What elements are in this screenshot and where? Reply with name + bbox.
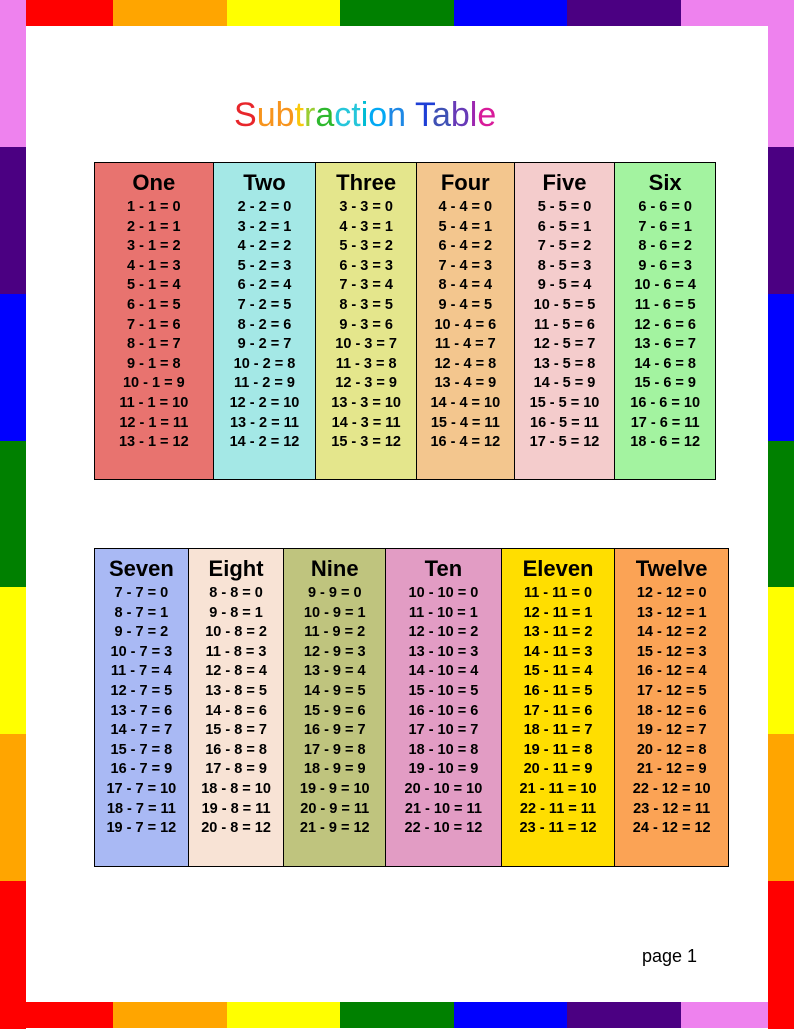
title-letter: e <box>477 96 497 134</box>
equation: 4 - 1 = 3 <box>127 257 181 274</box>
equation: 20 - 10 = 10 <box>404 780 483 797</box>
equation: 18 - 8 = 10 <box>201 780 271 797</box>
title-letter: t <box>294 96 304 134</box>
equation: 11 - 1 = 10 <box>119 394 189 411</box>
equation: 12 - 5 = 7 <box>533 336 596 353</box>
equation: 12 - 12 = 0 <box>636 585 707 601</box>
equation: 10 - 9 = 1 <box>303 604 366 621</box>
equation: 13 - 11 = 2 <box>523 624 593 641</box>
equation: 8 - 3 = 5 <box>339 296 393 313</box>
border-segment <box>768 441 794 589</box>
column-three <box>316 163 417 479</box>
equation: 11 - 3 = 8 <box>335 355 397 372</box>
equation: 14 - 5 = 9 <box>533 375 596 392</box>
equation: 13 - 2 = 11 <box>229 414 299 431</box>
title-letter: b <box>275 96 295 134</box>
equation: 17 - 8 = 9 <box>205 761 267 778</box>
border-segment <box>567 0 682 26</box>
column-one <box>95 163 214 479</box>
equation: 7 - 6 = 1 <box>638 218 692 235</box>
equation-list <box>405 584 483 839</box>
equation: 16 - 7 = 9 <box>110 761 173 778</box>
column-nine <box>284 549 386 866</box>
column-two <box>214 163 317 479</box>
equation: 5 - 4 = 1 <box>438 218 493 235</box>
title-letter <box>406 96 415 134</box>
equation: 9 - 3 = 6 <box>339 316 393 333</box>
equation: 21 - 10 = 11 <box>404 800 482 817</box>
equation: 17 - 7 = 10 <box>106 780 177 797</box>
equation: 11 - 2 = 9 <box>234 375 295 392</box>
column-header: Four <box>440 170 490 195</box>
equation: 6 - 3 = 3 <box>339 257 393 274</box>
equation: 8 - 4 = 4 <box>438 277 493 294</box>
border-segment <box>0 881 26 1029</box>
column-header: Twelve <box>635 556 708 581</box>
equation: 10 - 2 = 8 <box>233 355 296 372</box>
column-ten <box>386 549 502 866</box>
equation: 18 - 9 = 9 <box>303 761 366 778</box>
equation: 20 - 11 = 9 <box>523 761 593 778</box>
border-segment <box>227 1002 342 1028</box>
equation: 14 - 11 = 3 <box>523 643 593 660</box>
equation: 12 - 4 = 8 <box>434 355 497 372</box>
equation: 9 - 2 = 7 <box>237 336 292 353</box>
equation-list <box>430 198 500 453</box>
equation-list <box>201 584 271 839</box>
equation: 14 - 6 = 8 <box>634 355 696 372</box>
column-header: Nine <box>310 556 359 581</box>
equation: 16 - 12 = 4 <box>636 663 707 680</box>
equation: 9 - 5 = 4 <box>537 277 592 294</box>
equation: 11 - 11 = 0 <box>523 585 593 601</box>
column-header: Three <box>336 170 397 195</box>
column-header: Seven <box>108 556 174 581</box>
equation-list <box>630 198 700 453</box>
equation: 21 - 9 = 12 <box>299 820 370 837</box>
page-title <box>234 96 534 134</box>
equation: 13 - 4 = 9 <box>434 375 497 392</box>
column-eleven <box>502 549 616 866</box>
equation: 5 - 1 = 4 <box>127 277 181 294</box>
title-letter: c <box>334 96 352 134</box>
title-letter: a <box>431 96 451 134</box>
equation: 20 - 12 = 8 <box>636 741 707 758</box>
equation: 10 - 10 = 0 <box>408 585 479 601</box>
border-segment <box>567 1002 682 1028</box>
border-segment <box>768 294 794 442</box>
equation-list <box>331 198 401 453</box>
equation: 4 - 3 = 1 <box>339 218 393 235</box>
equation: 8 - 7 = 1 <box>114 604 169 621</box>
equation: 5 - 2 = 3 <box>237 257 292 274</box>
border-segment <box>0 294 26 442</box>
equation: 16 - 5 = 11 <box>530 414 599 431</box>
equation: 15 - 6 = 9 <box>634 375 696 392</box>
equation: 3 - 3 = 0 <box>339 199 393 215</box>
equation: 23 - 11 = 12 <box>519 820 597 837</box>
equation: 10 - 7 = 3 <box>110 643 173 660</box>
equation: 15 - 12 = 3 <box>636 643 707 660</box>
equation: 17 - 9 = 8 <box>303 741 366 758</box>
equation: 10 - 6 = 4 <box>634 277 696 294</box>
equation-list <box>530 198 600 453</box>
equation: 9 - 9 = 0 <box>307 585 362 601</box>
equation: 9 - 6 = 3 <box>638 257 692 274</box>
equation: 18 - 6 = 12 <box>630 434 701 451</box>
equation: 13 - 1 = 12 <box>118 434 189 451</box>
equation: 11 - 9 = 2 <box>304 624 366 641</box>
equation: 12 - 7 = 5 <box>110 682 173 699</box>
equation-list <box>106 584 176 839</box>
equation: 11 - 5 = 6 <box>534 316 595 333</box>
equation-list <box>230 198 300 453</box>
equation: 17 - 5 = 12 <box>529 434 600 451</box>
border-segment <box>340 0 455 26</box>
equation: 11 - 10 = 1 <box>408 604 478 621</box>
equation: 17 - 10 = 7 <box>408 722 479 739</box>
equation: 14 - 10 = 4 <box>408 663 479 680</box>
border-segment <box>0 441 26 589</box>
column-four <box>417 163 515 479</box>
equation: 19 - 12 = 7 <box>636 722 707 739</box>
equation: 12 - 8 = 4 <box>205 663 267 680</box>
equation: 14 - 4 = 10 <box>430 394 501 411</box>
equation: 1 - 1 = 0 <box>127 199 181 215</box>
equation: 3 - 1 = 2 <box>127 238 181 255</box>
equation: 8 - 6 = 2 <box>638 238 692 255</box>
equation: 15 - 11 = 4 <box>523 663 593 680</box>
equation: 16 - 4 = 12 <box>430 434 501 451</box>
equation: 9 - 4 = 5 <box>438 296 493 313</box>
title-letter: l <box>469 96 478 134</box>
equation: 19 - 10 = 9 <box>408 761 479 778</box>
title-letter: T <box>414 96 432 134</box>
equation: 13 - 10 = 3 <box>408 643 479 660</box>
equation: 14 - 2 = 12 <box>229 434 300 451</box>
border-segment <box>454 0 569 26</box>
equation: 5 - 3 = 2 <box>339 238 393 255</box>
equation: 9 - 1 = 8 <box>127 355 181 372</box>
equation: 10 - 5 = 5 <box>533 296 596 313</box>
title-letter: a <box>315 96 335 134</box>
equation: 7 - 4 = 3 <box>438 257 493 274</box>
title-letter: t <box>351 96 361 134</box>
equation: 10 - 8 = 2 <box>205 624 267 641</box>
equation: 15 - 8 = 7 <box>205 722 267 739</box>
title-letter: n <box>387 96 407 134</box>
equation: 8 - 5 = 3 <box>537 257 592 274</box>
column-header: Eleven <box>522 556 594 581</box>
border-segment <box>0 0 26 148</box>
equation: 15 - 9 = 6 <box>303 702 366 719</box>
border-segment <box>113 1002 228 1028</box>
equation: 7 - 7 = 0 <box>114 585 169 601</box>
equation: 13 - 8 = 5 <box>205 682 267 699</box>
border-segment <box>768 587 794 735</box>
equation: 19 - 11 = 8 <box>523 741 593 758</box>
equation: 21 - 11 = 10 <box>519 780 597 797</box>
equation: 6 - 1 = 5 <box>127 296 181 313</box>
equation: 14 - 3 = 11 <box>331 414 401 431</box>
border-segment <box>454 1002 569 1028</box>
equation: 14 - 9 = 5 <box>303 682 366 699</box>
equation: 18 - 11 = 7 <box>523 722 593 739</box>
equation: 15 - 5 = 10 <box>529 394 600 411</box>
equation: 3 - 2 = 1 <box>237 218 292 235</box>
equation: 20 - 9 = 11 <box>300 800 370 817</box>
equation: 15 - 7 = 8 <box>110 741 173 758</box>
equation: 17 - 6 = 11 <box>630 414 700 431</box>
equation: 8 - 8 = 0 <box>209 585 263 601</box>
equation: 11 - 6 = 5 <box>634 296 696 313</box>
equation: 6 - 2 = 4 <box>237 277 292 294</box>
equation: 18 - 12 = 6 <box>636 702 707 719</box>
equation: 12 - 10 = 2 <box>408 624 479 641</box>
column-header: One <box>132 170 176 195</box>
subtraction-table-bottom <box>94 548 729 867</box>
equation: 15 - 3 = 12 <box>331 434 401 451</box>
column-eight <box>189 549 285 866</box>
title-letter: S <box>234 96 257 134</box>
equation: 22 - 10 = 12 <box>404 820 483 837</box>
equation: 20 - 8 = 12 <box>201 820 271 837</box>
equation: 13 - 9 = 4 <box>303 663 366 680</box>
equation: 23 - 12 = 11 <box>633 800 711 817</box>
border-segment <box>768 734 794 882</box>
equation: 19 - 9 = 10 <box>299 780 370 797</box>
title-letter: u <box>256 96 276 134</box>
equation: 7 - 1 = 6 <box>127 316 181 333</box>
column-header: Six <box>648 170 682 195</box>
equation: 2 - 2 = 0 <box>237 199 292 215</box>
equation: 15 - 10 = 5 <box>408 682 479 699</box>
border-segment <box>768 147 794 295</box>
equation: 13 - 6 = 7 <box>634 336 696 353</box>
equation: 6 - 6 = 0 <box>638 199 692 215</box>
border-segment <box>0 147 26 295</box>
equation: 19 - 7 = 12 <box>106 820 177 837</box>
equation: 16 - 6 = 10 <box>630 394 701 411</box>
equation-list <box>520 584 597 839</box>
page-number: page 1 <box>642 946 698 966</box>
equation: 15 - 4 = 11 <box>430 414 500 431</box>
equation: 14 - 8 = 6 <box>205 702 267 719</box>
equation: 13 - 5 = 8 <box>533 355 596 372</box>
equation: 10 - 3 = 7 <box>335 336 397 353</box>
equation: 12 - 2 = 10 <box>229 394 300 411</box>
equation: 2 - 1 = 1 <box>127 218 181 235</box>
column-header: Ten <box>424 556 463 581</box>
equation-list <box>300 584 370 839</box>
column-header: Eight <box>208 556 264 581</box>
subtraction-table-top <box>94 162 716 480</box>
equation: 13 - 3 = 10 <box>331 394 401 411</box>
equation: 7 - 2 = 5 <box>237 296 292 313</box>
border-segment <box>227 0 342 26</box>
equation: 18 - 7 = 11 <box>106 800 176 817</box>
equation: 19 - 8 = 11 <box>201 800 271 817</box>
equation: 5 - 5 = 0 <box>537 199 592 215</box>
border-segment <box>0 734 26 882</box>
equation: 4 - 4 = 0 <box>438 199 493 215</box>
equation: 6 - 5 = 1 <box>537 218 592 235</box>
equation: 12 - 3 = 9 <box>335 375 397 392</box>
equation: 11 - 8 = 3 <box>205 643 267 660</box>
equation-list <box>119 198 189 453</box>
equation: 9 - 7 = 2 <box>114 624 169 641</box>
equation: 12 - 6 = 6 <box>634 316 696 333</box>
title-letter: i <box>360 96 369 134</box>
border-segment <box>768 881 794 1029</box>
equation-list <box>633 584 711 839</box>
equation: 16 - 10 = 6 <box>408 702 479 719</box>
column-six <box>615 163 715 479</box>
equation: 12 - 1 = 11 <box>119 414 189 431</box>
equation: 12 - 9 = 3 <box>303 643 366 660</box>
equation: 16 - 8 = 8 <box>205 741 267 758</box>
title-letter: o <box>368 96 388 134</box>
equation: 4 - 2 = 2 <box>237 238 292 255</box>
column-five <box>515 163 616 479</box>
equation: 16 - 11 = 5 <box>523 682 593 699</box>
equation: 14 - 12 = 2 <box>636 624 707 641</box>
equation: 9 - 8 = 1 <box>209 604 263 621</box>
equation: 11 - 4 = 7 <box>434 336 496 353</box>
equation: 22 - 12 = 10 <box>632 780 711 797</box>
equation: 14 - 7 = 7 <box>110 722 173 739</box>
border-segment <box>113 0 228 26</box>
column-header: Two <box>243 170 286 195</box>
equation: 13 - 7 = 6 <box>110 702 173 719</box>
equation: 8 - 2 = 6 <box>237 316 292 333</box>
equation: 17 - 11 = 6 <box>523 702 593 719</box>
equation: 6 - 4 = 2 <box>438 238 493 255</box>
column-header: Five <box>542 170 587 195</box>
equation: 12 - 11 = 1 <box>523 604 593 621</box>
column-twelve <box>615 549 728 866</box>
column-seven <box>95 549 189 866</box>
title-letter: b <box>450 96 470 134</box>
equation: 7 - 5 = 2 <box>537 238 592 255</box>
page <box>26 26 768 1002</box>
equation: 18 - 10 = 8 <box>408 741 479 758</box>
border-segment <box>768 0 794 148</box>
equation: 10 - 1 = 9 <box>122 375 185 392</box>
equation: 24 - 12 = 12 <box>632 820 711 837</box>
equation: 11 - 7 = 4 <box>110 663 172 680</box>
equation: 17 - 12 = 5 <box>636 682 707 699</box>
equation: 10 - 4 = 6 <box>434 316 497 333</box>
equation: 22 - 11 = 11 <box>519 800 597 817</box>
equation: 7 - 3 = 4 <box>339 277 393 294</box>
border-segment <box>340 1002 455 1028</box>
equation: 13 - 12 = 1 <box>636 604 707 621</box>
equation: 8 - 1 = 7 <box>127 336 181 353</box>
border-segment <box>0 587 26 735</box>
title-letter: r <box>303 96 316 134</box>
equation: 16 - 9 = 7 <box>303 722 366 739</box>
equation: 21 - 12 = 9 <box>636 761 707 778</box>
